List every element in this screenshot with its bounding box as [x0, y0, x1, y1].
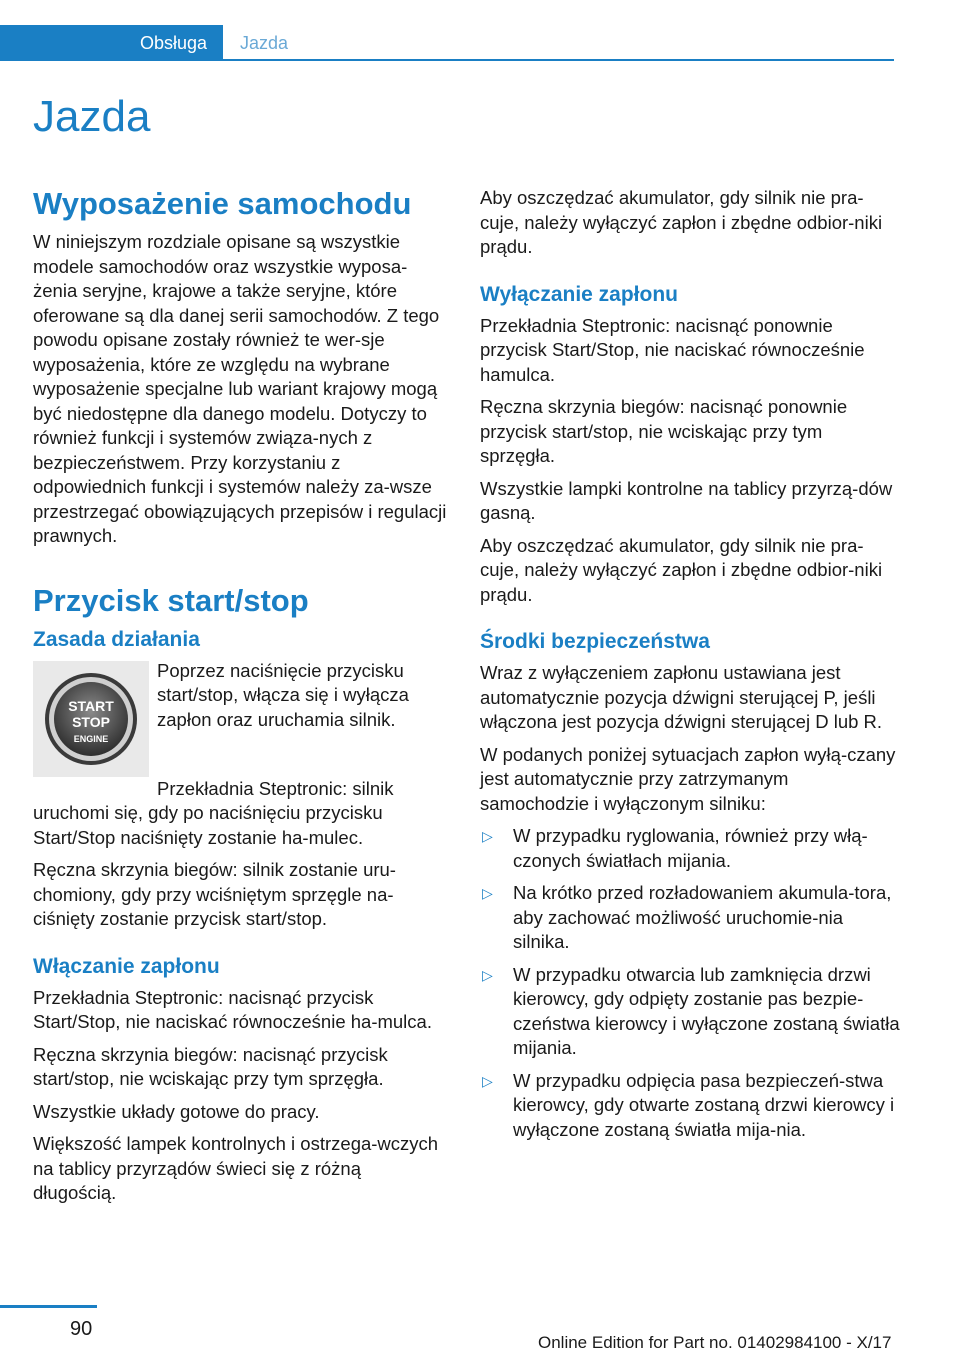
triangle-bullet-icon: ▷	[482, 1072, 493, 1089]
ignition-off-paragraph-2: Ręczna skrzynia biegów: nacisnąć ponownie przycisk start/stop, nie wciskając przy tym sprzęgła.	[480, 396, 848, 466]
subsection-title-principle: Zasada działania	[33, 627, 200, 651]
safety-bullet-list	[480, 824, 900, 1142]
section-title-start-stop: Przycisk start/stop	[33, 582, 309, 618]
list-item: ▷ Na krótko przed rozładowaniem akumula‐tora, aby zachować możliwość uruchomie‐nia silnika.	[482, 882, 892, 952]
tab-jazda[interactable]: Jazda	[240, 33, 289, 53]
edition-label: Online Edition for Part no. 01402984100 - X/17	[538, 1333, 892, 1352]
principle-paragraph-3: Ręczna skrzynia biegów: silnik zostanie uru‐chomiony, gdy przy wciśniętym sprzęgle na‐ciśnięty zostanie przycisk start/stop.	[33, 859, 396, 929]
ignition-on-paragraph-3: Wszystkie układy gotowe do pracy.	[33, 1100, 320, 1122]
section-title-equipment: Wyposażenie samochodu	[33, 186, 412, 221]
ignition-off-paragraph-1: Przekładnia Steptronic: nacisnąć ponownie przycisk Start/Stop, nie naciskać równocześnie hamulca.	[480, 314, 865, 385]
ignition-off-paragraph-3: Wszystkie lampki kontrolne na tablicy przyrzą‐dów gasną.	[480, 477, 893, 523]
ignition-off-paragraph-4: Aby oszczędzać akumulator, gdy silnik nie pra‐cuje, należy wyłączyć zapłon i zbędne odbior‐niki prądu.	[480, 534, 883, 605]
list-item: ▷ W przypadku otwarcia lub zamknięcia drzwi kierowcy, gdy odpięty zostanie pas bezpie‐czeństwa kierowcy i wyłączone zostaną światła mijania.	[482, 963, 900, 1058]
triangle-bullet-icon: ▷	[482, 828, 493, 844]
button-label-engine: ENGINE	[73, 733, 109, 744]
tab-obsluga[interactable]: Obsługa	[0, 25, 223, 61]
left-column	[33, 186, 448, 1214]
equipment-paragraph: W niniejszym rozdziale opisane są wszystkie modele samochodów oraz wszystkie wyposa‐żenia seryjne, krajowe a także seryjne, które oferowane są dla danej serii samochodów. Z tego powodu opisane zostały również te wer‐sje wyposażenia, które ze względu na wybrane wyposażenie specjalne lub wariant krajowy mogą być niedostępne dla danego modelu. Dotyczy to również funkcji i systemów związa‐nych z bezpieczeństwem. Przy korzystaniu z odpowiednich funkcji i systemów należy za‐wsze przestrzegać obowiązujących przepisów i regulacji prawnych.	[33, 231, 447, 546]
battery-paragraph: Aby oszczędzać akumulator, gdy silnik nie pra‐cuje, należy wyłączyć zapłon i zbędne odbior‐niki prądu.	[480, 187, 883, 257]
list-item: ▷ W przypadku ryglowania, również przy włą‐czonych światłach mijania.	[482, 825, 868, 871]
ignition-on-paragraph-4: Większość lampek kontrolnych i ostrzega‐wczych na tablicy przyrządów świeci się z różną długością.	[33, 1133, 439, 1203]
button-label-stop: STOP	[72, 713, 110, 730]
safety-paragraph-2: W podanych poniżej sytuacjach zapłon wyłą‐czany jest automatycznie przy zatrzymanym samochodzie i wyłączonym silniku:	[480, 743, 896, 814]
footer-accent-line	[0, 1305, 97, 1308]
principle-paragraph-1: Poprzez naciśnięcie przycisku start/stop, włącza się i wyłącza zapłon oraz uruchamia silnik.	[157, 659, 409, 730]
principle-paragraph-2: Przekładnia Steptronic: silnik uruchomi się, gdy po naciśnięciu przycisku Start/Stop naciśnięty zostanie ha‐mulec.	[33, 777, 394, 848]
start-stop-engine-icon	[41, 669, 141, 769]
subsection-title-ignition-on: Włączanie zapłonu	[33, 954, 220, 978]
triangle-bullet-icon: ▷	[482, 885, 493, 901]
right-column	[480, 186, 900, 1150]
start-stop-button-image	[33, 661, 149, 777]
page-number: 90	[70, 1318, 93, 1340]
ignition-on-paragraph-1: Przekładnia Steptronic: nacisnąć przycisk Start/Stop, nie naciskać równocześnie ha‐mulca.	[33, 986, 432, 1032]
subsection-title-safety: Środki bezpieczeństwa	[480, 630, 710, 653]
header-divider	[223, 59, 894, 61]
header-tabs	[0, 25, 894, 61]
button-label-start: START	[68, 697, 114, 714]
safety-paragraph-1: Wraz z wyłączeniem zapłonu ustawiana jest automatycznie pozycja dźwigni sterującej P, jeśli włączona jest pozycja dźwigni sterującej D lub R.	[480, 662, 883, 732]
subsection-title-ignition-off: Wyłączanie zapłonu	[480, 282, 678, 306]
page-title: Jazda	[33, 92, 151, 141]
triangle-bullet-icon: ▷	[482, 966, 493, 983]
button-figure-row	[33, 659, 448, 777]
list-item: ▷ W przypadku odpięcia pasa bezpieczeń‐stwa kierowcy, gdy otwarte zostaną drzwi kierowcy i wyłączone zostaną światła mija‐nia.	[482, 1069, 895, 1140]
ignition-on-paragraph-2: Ręczna skrzynia biegów: nacisnąć przycisk start/stop, nie wciskając przy tym sprzęgła.	[33, 1043, 388, 1089]
